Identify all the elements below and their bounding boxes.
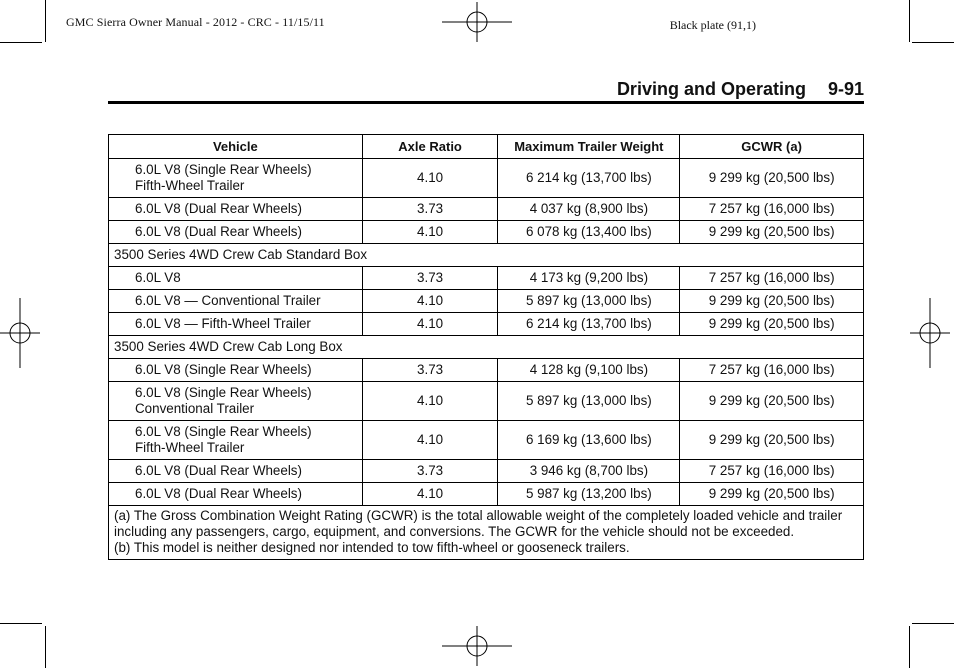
group-row [109,244,864,267]
axle-ratio-cell: 4.10 [362,421,498,460]
note-a: (a) The Gross Combination Weight Rating (GCWR) is the total allowable weight of the completely loaded vehicle and trailer including any passengers, cargo, equipment, and conversions. The GCWR for the vehicle should not be exceeded. [114,508,843,539]
table-row [109,313,864,336]
table-row [109,267,864,290]
column-header: Maximum Trailer Weight [498,135,680,159]
vehicle-cell: 6.0L V8 (Single Rear Wheels) Conventional Trailer [109,382,363,421]
gcwr-cell: 9 299 kg (20,500 lbs) [680,221,864,244]
axle-ratio-cell: 4.10 [362,290,498,313]
gcwr-cell: 9 299 kg (20,500 lbs) [680,159,864,198]
group-row [109,336,864,359]
axle-ratio-cell: 3.73 [362,359,498,382]
gcwr-cell: 7 257 kg (16,000 lbs) [680,359,864,382]
vehicle-cell: 6.0L V8 (Single Rear Wheels) [109,359,363,382]
axle-ratio-cell: 3.73 [362,267,498,290]
vehicle-cell: 6.0L V8 (Single Rear Wheels) Fifth-Wheel Trailer [109,159,363,198]
vehicle-cell: 6.0L V8 (Dual Rear Wheels) [109,221,363,244]
table-row [109,382,864,421]
plate-label: Black plate (91,1) [669,18,756,32]
table-row [109,483,864,506]
axle-ratio-cell: 4.10 [362,483,498,506]
max-trailer-weight-cell: 6 169 kg (13,600 lbs) [498,421,680,460]
axle-ratio-cell: 3.73 [362,460,498,483]
vehicle-cell: 6.0L V8 (Dual Rear Wheels) [109,460,363,483]
crop-mark [45,0,46,42]
section-header [108,79,864,100]
notes-row [109,506,864,560]
table-header-row [109,135,864,159]
gcwr-cell: 9 299 kg (20,500 lbs) [680,483,864,506]
registration-mark-right [910,298,950,368]
group-label: 3500 Series 4WD Crew Cab Standard Box [109,244,864,267]
axle-ratio-cell: 4.10 [362,221,498,244]
axle-ratio-cell: 4.10 [362,313,498,336]
table-row [109,159,864,198]
vehicle-cell: 6.0L V8 [109,267,363,290]
table-row [109,290,864,313]
crop-mark [0,623,42,624]
max-trailer-weight-cell: 4 128 kg (9,100 lbs) [498,359,680,382]
vehicle-cell: 6.0L V8 — Conventional Trailer [109,290,363,313]
gcwr-cell: 7 257 kg (16,000 lbs) [680,198,864,221]
document-id: GMC Sierra Owner Manual - 2012 - CRC - 11/15/11 [66,15,325,29]
max-trailer-weight-cell: 5 897 kg (13,000 lbs) [498,290,680,313]
vehicle-cell: 6.0L V8 (Dual Rear Wheels) [109,198,363,221]
max-trailer-weight-cell: 6 078 kg (13,400 lbs) [498,221,680,244]
table-row [109,359,864,382]
column-header: Vehicle [109,135,363,159]
trailer-weight-table [108,134,864,560]
max-trailer-weight-cell: 5 897 kg (13,000 lbs) [498,382,680,421]
gcwr-cell: 9 299 kg (20,500 lbs) [680,313,864,336]
crop-mark [912,42,954,43]
table-row [109,421,864,460]
column-header: Axle Ratio [362,135,498,159]
column-header: GCWR (a) [680,135,864,159]
max-trailer-weight-cell: 6 214 kg (13,700 lbs) [498,159,680,198]
page-number: 9-91 [827,79,864,99]
vehicle-cell: 6.0L V8 — Fifth-Wheel Trailer [109,313,363,336]
axle-ratio-cell: 4.10 [362,382,498,421]
header-rule [108,101,864,104]
section-title: Driving and Operating [616,79,806,99]
crop-mark [909,626,910,668]
crop-mark [45,626,46,668]
axle-ratio-cell: 3.73 [362,198,498,221]
crop-mark [909,0,910,42]
max-trailer-weight-cell: 5 987 kg (13,200 lbs) [498,483,680,506]
registration-mark-top [442,2,512,42]
table-row [109,198,864,221]
vehicle-cell: 6.0L V8 (Dual Rear Wheels) [109,483,363,506]
registration-mark-bottom [442,626,512,666]
group-label: 3500 Series 4WD Crew Cab Long Box [109,336,864,359]
vehicle-cell: 6.0L V8 (Single Rear Wheels) Fifth-Wheel Trailer [109,421,363,460]
note-b: (b) This model is neither designed nor intended to tow fifth-wheel or gooseneck trailers. [114,540,630,555]
table-row [109,460,864,483]
max-trailer-weight-cell: 4 037 kg (8,900 lbs) [498,198,680,221]
max-trailer-weight-cell: 6 214 kg (13,700 lbs) [498,313,680,336]
crop-mark [912,623,954,624]
max-trailer-weight-cell: 4 173 kg (9,200 lbs) [498,267,680,290]
gcwr-cell: 9 299 kg (20,500 lbs) [680,290,864,313]
max-trailer-weight-cell: 3 946 kg (8,700 lbs) [498,460,680,483]
axle-ratio-cell: 4.10 [362,159,498,198]
gcwr-cell: 7 257 kg (16,000 lbs) [680,460,864,483]
registration-mark-left [0,298,40,368]
crop-mark [0,42,42,43]
gcwr-cell: 9 299 kg (20,500 lbs) [680,382,864,421]
table-notes [109,506,864,560]
gcwr-cell: 7 257 kg (16,000 lbs) [680,267,864,290]
table-row [109,221,864,244]
gcwr-cell: 9 299 kg (20,500 lbs) [680,421,864,460]
